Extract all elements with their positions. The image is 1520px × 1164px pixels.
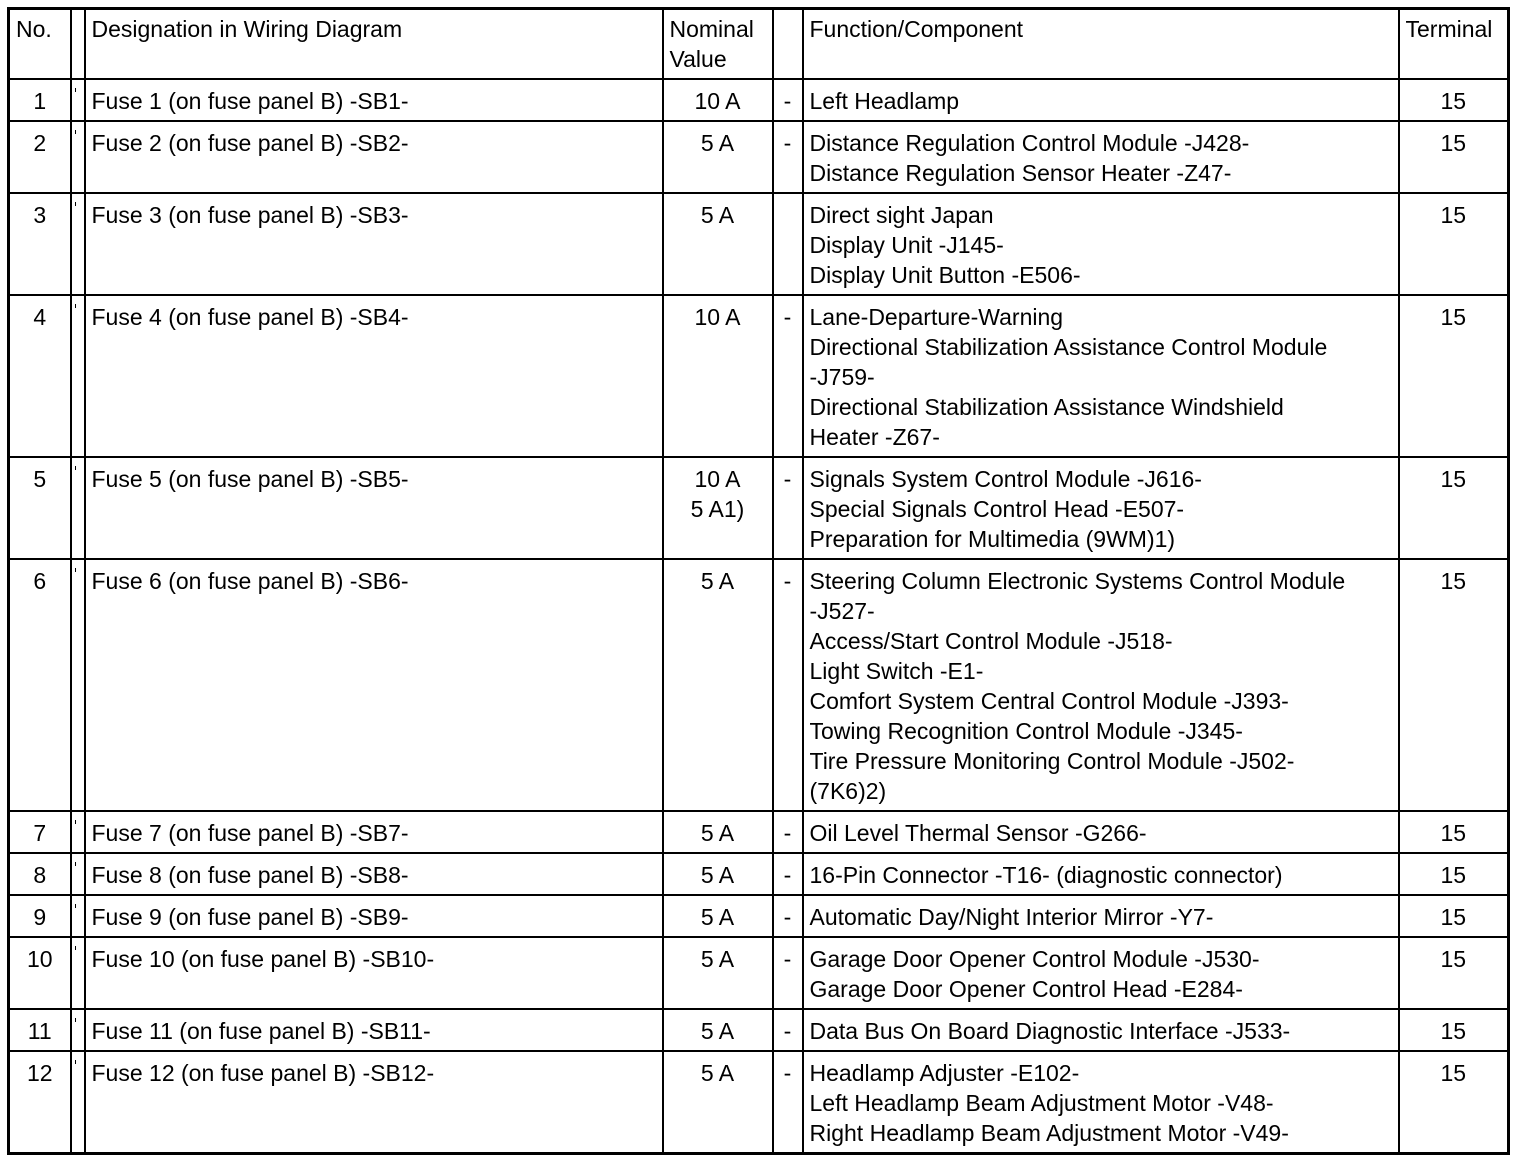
header-function: Function/Component [803,9,1399,80]
table-row [9,193,1509,295]
fuse-designation: Fuse 12 (on fuse panel B) -SB12- [85,1051,663,1154]
table-row [9,79,1509,121]
nominal-value-line: 10 A [694,466,741,492]
function-component-line: Garage Door Opener Control Head -E284- [809,976,1243,1002]
row-marker [71,121,85,193]
table-row [9,295,1509,457]
function-component [803,895,1399,937]
nominal-value-line: 5 A [700,862,735,888]
row-number: 8 [9,853,71,895]
function-component-line: Display Unit -J145- [809,232,1004,258]
terminal: 15 [1399,79,1509,121]
row-marker-tick [75,202,76,206]
row-marker-tick [75,1018,76,1022]
function-component-line: -J527- [809,598,875,624]
function-component [803,1009,1399,1051]
function-component [803,79,1399,121]
function-component-line: Headlamp Adjuster -E102- [809,1060,1080,1086]
fuse-designation: Fuse 4 (on fuse panel B) -SB4- [85,295,663,457]
terminal: 15 [1399,811,1509,853]
fuse-designation: Fuse 5 (on fuse panel B) -SB5- [85,457,663,559]
row-marker-tick [75,1060,76,1064]
header-nominal-value [663,9,773,80]
dash-marker: - [773,457,803,559]
function-component [803,457,1399,559]
function-component [803,193,1399,295]
table-row [9,895,1509,937]
function-component-line: Distance Regulation Control Module -J428- [809,130,1250,156]
nominal-value [663,193,773,295]
nominal-value-line: 5 A [700,1060,735,1086]
function-component-line: (7K6)2) [809,778,887,804]
row-number: 11 [9,1009,71,1051]
header-no: No. [9,9,71,80]
dash-marker: - [773,559,803,811]
fuse-designation: Fuse 3 (on fuse panel B) -SB3- [85,193,663,295]
function-component-line: -J759- [809,364,875,390]
row-marker [71,853,85,895]
function-component [803,811,1399,853]
row-marker [71,295,85,457]
nominal-value [663,457,773,559]
function-component-line: Right Headlamp Beam Adjustment Motor -V49- [809,1120,1289,1146]
dash-marker: - [773,79,803,121]
fuse-designation: Fuse 9 (on fuse panel B) -SB9- [85,895,663,937]
function-component-line: Steering Column Electronic Systems Control Module [809,568,1346,594]
function-component-line: Data Bus On Board Diagnostic Interface -J533- [809,1018,1291,1044]
terminal: 15 [1399,1051,1509,1154]
function-component-line: Comfort System Central Control Module -J393- [809,688,1289,714]
row-marker [71,895,85,937]
function-component-line: Distance Regulation Sensor Heater -Z47- [809,160,1232,186]
fuse-designation: Fuse 8 (on fuse panel B) -SB8- [85,853,663,895]
function-component-line: Directional Stabilization Assistance Windshield [809,394,1284,420]
row-marker-tick [75,130,76,134]
header-nominal-value-line-1: Nominal [669,16,754,42]
row-number: 2 [9,121,71,193]
fuse-designation: Fuse 11 (on fuse panel B) -SB11- [85,1009,663,1051]
nominal-value-line: 5 A [700,130,735,156]
function-component-line: Left Headlamp [809,88,960,114]
dash-marker: - [773,811,803,853]
terminal: 15 [1399,1009,1509,1051]
row-marker [71,1009,85,1051]
row-number: 9 [9,895,71,937]
table-row [9,121,1509,193]
row-number: 12 [9,1051,71,1154]
function-component-line: Light Switch -E1- [809,658,984,684]
function-component-line: Display Unit Button -E506- [809,262,1081,288]
dash-marker: - [773,895,803,937]
row-marker-tick [75,820,76,824]
terminal: 15 [1399,895,1509,937]
table-row [9,457,1509,559]
nominal-value [663,811,773,853]
function-component-line: Access/Start Control Module -J518- [809,628,1173,654]
dash-marker: - [773,853,803,895]
nominal-value-line: 10 A [694,88,741,114]
row-marker-tick [75,904,76,908]
row-number: 10 [9,937,71,1009]
nominal-value [663,1051,773,1154]
terminal: 15 [1399,295,1509,457]
nominal-value [663,295,773,457]
fuse-assignment-sheet [7,7,1510,1155]
function-component [803,559,1399,811]
table-row [9,853,1509,895]
nominal-value [663,79,773,121]
header-nominal-value-line-2: Value [669,46,727,72]
function-component [803,295,1399,457]
table-body [9,79,1509,1154]
fuse-table [7,7,1510,1155]
function-component-line: 16-Pin Connector -T16- (diagnostic connector) [809,862,1283,888]
fuse-designation: Fuse 1 (on fuse panel B) -SB1- [85,79,663,121]
nominal-value [663,1009,773,1051]
row-marker-tick [75,862,76,866]
nominal-value [663,559,773,811]
row-marker-tick [75,88,76,92]
header-designation: Designation in Wiring Diagram [85,9,663,80]
fuse-designation: Fuse 6 (on fuse panel B) -SB6- [85,559,663,811]
fuse-designation: Fuse 7 (on fuse panel B) -SB7- [85,811,663,853]
function-component [803,853,1399,895]
row-number: 5 [9,457,71,559]
row-number: 4 [9,295,71,457]
header-marker [71,9,85,80]
function-component-line: Oil Level Thermal Sensor -G266- [809,820,1147,846]
table-row [9,559,1509,811]
nominal-value-line: 5 A [700,202,735,228]
nominal-value [663,121,773,193]
row-marker [71,1051,85,1154]
row-marker-tick [75,466,76,470]
function-component-line: Direct sight Japan [809,202,994,228]
nominal-value-line: 5 A [700,820,735,846]
header-terminal: Terminal [1399,9,1509,80]
row-marker [71,193,85,295]
row-number: 7 [9,811,71,853]
nominal-value [663,895,773,937]
terminal: 15 [1399,937,1509,1009]
fuse-designation: Fuse 10 (on fuse panel B) -SB10- [85,937,663,1009]
row-marker-tick [75,304,76,308]
function-component-line: Signals System Control Module -J616- [809,466,1202,492]
function-component-line: Garage Door Opener Control Module -J530- [809,946,1260,972]
table-row [9,1009,1509,1051]
nominal-value-line: 10 A [694,304,741,330]
terminal: 15 [1399,559,1509,811]
function-component-line: Towing Recognition Control Module -J345- [809,718,1243,744]
table-row [9,811,1509,853]
function-component [803,121,1399,193]
row-marker [71,937,85,1009]
row-marker [71,559,85,811]
function-component-line: Special Signals Control Head -E507- [809,496,1185,522]
table-row [9,937,1509,1009]
dash-marker: - [773,1009,803,1051]
row-number: 6 [9,559,71,811]
table-header-row [9,9,1509,80]
nominal-value-line: 5 A1) [690,496,745,522]
dash-marker: - [773,121,803,193]
function-component-line: Tire Pressure Monitoring Control Module -J502- [809,748,1295,774]
row-marker [71,811,85,853]
nominal-value-line: 5 A [700,1018,735,1044]
terminal: 15 [1399,853,1509,895]
nominal-value [663,937,773,1009]
header-dash [773,9,803,80]
dash-marker: - [773,295,803,457]
fuse-designation: Fuse 2 (on fuse panel B) -SB2- [85,121,663,193]
function-component-line: Lane-Departure-Warning [809,304,1064,330]
dash-marker: - [773,1051,803,1154]
function-component-line: Preparation for Multimedia (9WM)1) [809,526,1176,552]
row-marker-tick [75,568,76,572]
function-component-line: Left Headlamp Beam Adjustment Motor -V48- [809,1090,1274,1116]
nominal-value-line: 5 A [700,904,735,930]
terminal: 15 [1399,121,1509,193]
row-number: 3 [9,193,71,295]
function-component-line: Directional Stabilization Assistance Control Module [809,334,1328,360]
nominal-value-line: 5 A [700,568,735,594]
row-marker-tick [75,946,76,950]
nominal-value [663,853,773,895]
function-component [803,1051,1399,1154]
terminal: 15 [1399,457,1509,559]
table-row [9,1051,1509,1154]
dash-marker: - [773,937,803,1009]
dash-marker [773,193,803,295]
terminal: 15 [1399,193,1509,295]
function-component-line: Automatic Day/Night Interior Mirror -Y7- [809,904,1214,930]
row-marker [71,79,85,121]
nominal-value-line: 5 A [700,946,735,972]
function-component [803,937,1399,1009]
row-number: 1 [9,79,71,121]
row-marker [71,457,85,559]
function-component-line: Heater -Z67- [809,424,940,450]
